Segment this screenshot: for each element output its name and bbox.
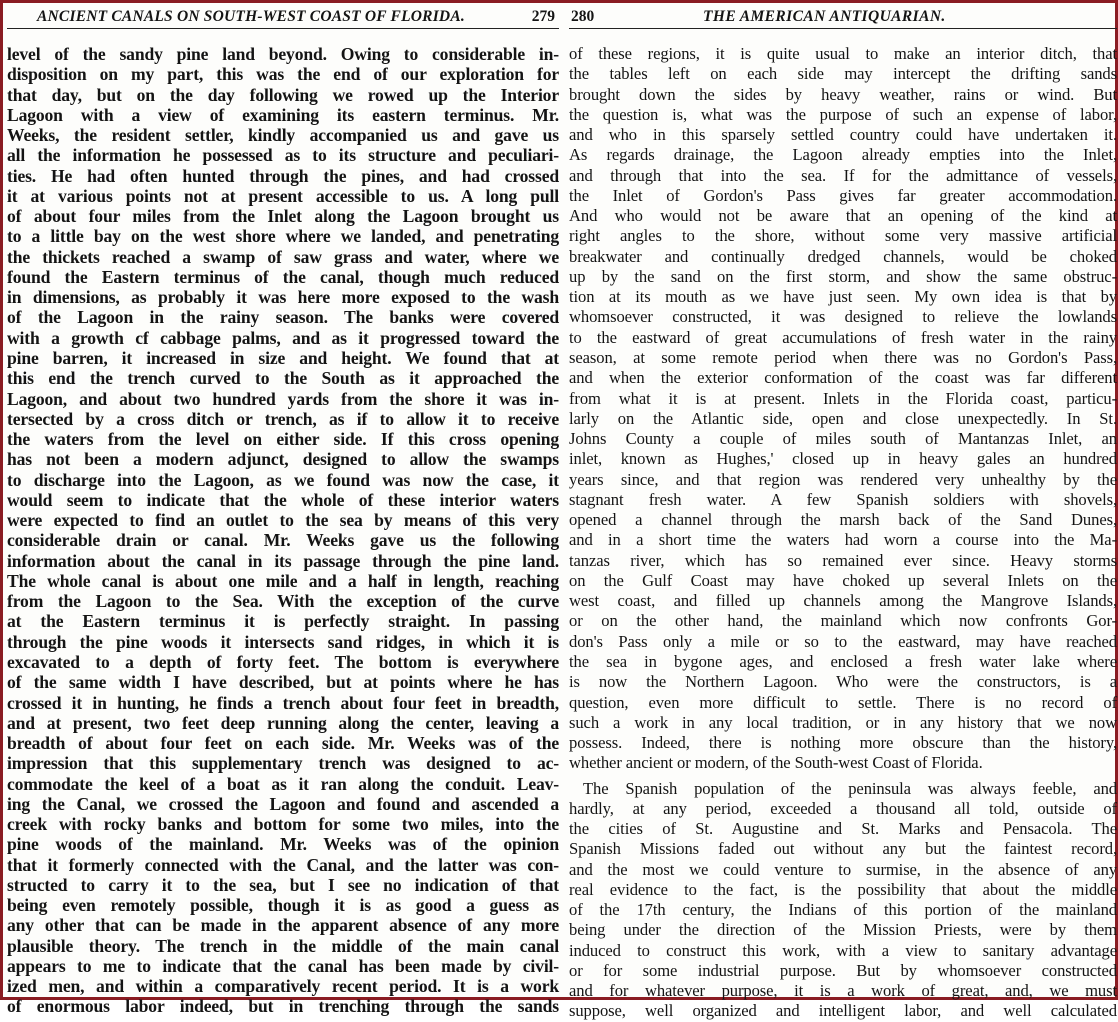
text-line: hardly, at any period, exceeded a thousand all told, outside of	[569, 798, 1117, 818]
right-header-title: THE AMERICAN ANTIQUARIAN.	[703, 8, 946, 25]
text-line: tersected by a cross ditch or trench, as if to allow it to receive	[7, 408, 559, 429]
text-line: and through that into the sea. If for the admittance of vessels,	[569, 165, 1117, 185]
text-line: would seem to indicate that the whole of these interior waters	[7, 489, 559, 510]
text-line: Spanish Missions faded out without any but the faintest record,	[569, 839, 1117, 859]
text-line: and when the exterior conformation of the coast was far different	[569, 368, 1117, 388]
right-paragraph-1	[569, 44, 1117, 774]
text-line: creek with rocky banks and bottom for some two miles, into the	[7, 814, 559, 835]
text-line: up by the sand on the first storm, and show the same obstruc-	[569, 266, 1117, 286]
text-line: don's Pass only a mile or so to the eastward, may have reached	[569, 631, 1117, 651]
text-line: whomsoever constructed, it was designed to relieve the lowlands	[569, 307, 1117, 327]
text-line: structed to carry it to the sea, but I see no indication of that	[7, 874, 559, 895]
text-line: the Inlet of Gordon's Pass gives far greater accommodation.	[569, 185, 1117, 205]
text-line: suppose, well organized and intelligent labor, and well calculated	[569, 1001, 1117, 1021]
text-line: And who would not be aware that an opening of the kind at	[569, 206, 1117, 226]
text-line: breadth of about four feet on each side. Mr. Weeks was of the	[7, 733, 559, 754]
text-line: stagnant fresh water. A few Spanish soldiers with shovels,	[569, 489, 1117, 509]
text-line: has not been a modern adjunct, designed to allow the swamps	[7, 449, 559, 470]
text-line: Lagoon with a view of examining its eastern terminus. Mr.	[7, 104, 559, 125]
text-line: and at present, two feet deep running along the center, leaving a	[7, 712, 559, 733]
text-line: being even remotely possible, though it is as good a guess as	[7, 895, 559, 916]
left-header-title: ANCIENT CANALS ON SOUTH-WEST COAST OF FLORIDA.	[37, 8, 465, 25]
text-line: or on the other hand, the mainland which now confronts Gor-	[569, 611, 1117, 631]
text-line: of about four miles from the Inlet along the Lagoon brought us	[7, 206, 559, 227]
text-line: and the most we could venture to surmise, in the absence of any	[569, 859, 1117, 879]
text-line: or for some industrial purpose. But by whomsoever constructed	[569, 960, 1117, 980]
text-line: induced to construct this work, with a view to sanitary advantage	[569, 940, 1117, 960]
right-body-text	[569, 29, 1117, 1022]
text-line: through the pine woods it intersects sand ridges, in which it is	[7, 631, 559, 652]
text-line: considerable drain or canal. Mr. Weeks gave us the following	[7, 530, 559, 551]
text-line: of enormous labor indeed, but in trenching through the sands	[7, 996, 559, 1017]
text-line: season, at some remote period when there was no Gordon's Pass,	[569, 347, 1117, 367]
text-line: years since, and that region was rendered very unhealthy by the	[569, 469, 1117, 489]
left-running-head	[7, 6, 559, 29]
text-line: level of the sandy pine land beyond. Owing to considerable in-	[7, 44, 559, 64]
text-line: pine barren, it increased in size and height. We found that at	[7, 347, 559, 368]
text-line: question, even more difficult to settle. There is no record of	[569, 692, 1117, 712]
text-line: crossed it in hunting, he finds a trench about four feet in breadth,	[7, 692, 559, 713]
text-line: found the Eastern terminus of the canal, though much reduced	[7, 266, 559, 287]
text-line: the sea in bygone ages, and enclosed a fresh water lake where	[569, 651, 1117, 671]
text-line: excavated to a depth of forty feet. The bottom is everywhere	[7, 651, 559, 672]
text-line: brought down the sides by heavy weather, rains or wind. But	[569, 84, 1117, 104]
text-line: ing the Canal, we crossed the Lagoon and found and ascended a	[7, 793, 559, 814]
text-line: Lagoon, and about two hundred yards from the shore it was in-	[7, 388, 559, 409]
text-line: commodate the keel of a boat as it ran along the conduit. Leav-	[7, 773, 559, 794]
text-line: Weeks, the resident settler, kindly accompanied us and gave us	[7, 125, 559, 146]
text-line: with a growth cf cabbage palms, and as it progressed toward the	[7, 327, 559, 348]
text-line: it at various points not at present accessible to us. A long pull	[7, 185, 559, 206]
text-line: breakwater and continually dredged channels, would be choked	[569, 246, 1117, 266]
text-line: As regards drainage, the Lagoon already empties into the Inlet,	[569, 145, 1117, 165]
text-line: the tables left on each side may intercept the drifting sands	[569, 64, 1117, 84]
text-line: to a little bay on the west shore where we landed, and penetrating	[7, 226, 559, 247]
right-running-head	[569, 6, 1117, 29]
text-line: that day, but on the day following we rowed up the Interior	[7, 84, 559, 105]
text-line: appears to me to indicate that the canal has been made by civil-	[7, 955, 559, 976]
text-line: plausible theory. The trench in the middle of the main canal	[7, 935, 559, 956]
text-line: disposition on my part, this was the end of our exploration for	[7, 64, 559, 85]
text-line: tanzas river, which has so remained ever since. Heavy storms	[569, 550, 1117, 570]
right-paragraph-2	[569, 779, 1117, 1022]
text-line: ties. He had often hunted through the pines, and had crossed	[7, 165, 559, 186]
text-line: of the 17th century, the Indians of this portion of the mainland	[569, 900, 1117, 920]
text-line: of these regions, it is quite usual to make an interior ditch, that	[569, 44, 1117, 63]
text-line: and in a short time the waters had worn a course into the Ma-	[569, 530, 1117, 550]
text-line: right angles to the shore, without some very massive artificial	[569, 226, 1117, 246]
text-line: information about the canal in its passage through the pine land.	[7, 550, 559, 571]
text-line: inlet, known as Hughes,' closed up in heavy gales an hundred	[569, 449, 1117, 469]
text-line: pine woods of the mainland. Mr. Weeks was of the opinion	[7, 834, 559, 855]
text-line: west coast, and filled up channels among the Mangrove Islands,	[569, 591, 1117, 611]
text-line: impression that this supplementary trench was designed to ac-	[7, 753, 559, 774]
text-line: the thickets reached a swamp of saw grass and water, where we	[7, 246, 559, 267]
text-line: any other that can be made in the apparent absence of any more	[7, 915, 559, 936]
right-page-number: 280	[571, 8, 595, 25]
text-line: whether ancient or modern, of the South-west Coast of Florida.	[569, 753, 983, 773]
left-page	[7, 6, 559, 1017]
text-line: of the Lagoon in the rainy season. The banks were covered	[7, 307, 559, 328]
text-line: the waters from the level on either side. If this cross opening	[7, 429, 559, 450]
text-line: and for whatever purpose, it is a work of great, and, we must	[569, 981, 1117, 1001]
text-line: larly on the Atlantic side, open and close unexpectedly. In St.	[569, 408, 1117, 428]
text-line: the question is, what was the purpose of such an expense of labor,	[569, 104, 1117, 124]
text-line: opened a channel through the marsh back of the Sand Dunes,	[569, 510, 1117, 530]
text-line: this end the trench curved to the South as it approached the	[7, 368, 559, 389]
left-body-text	[7, 29, 559, 1017]
text-line: The Spanish population of the peninsula was always feeble, and	[583, 778, 1117, 798]
right-page	[569, 6, 1117, 1021]
text-line: possess. Indeed, there is nothing more obscure than the history,	[569, 733, 1117, 753]
text-line: is now the Northern Lagoon. Who were the constructors, is a	[569, 672, 1117, 692]
text-line: all the information he possessed as to its structure and peculiari-	[7, 145, 559, 166]
text-line: that it formerly connected with the Canal, and the latter was con-	[7, 854, 559, 875]
text-line: real evidence to the fact, is the possibility that about the middle	[569, 879, 1117, 899]
text-line: Johns County a couple of miles south of Mantanzas Inlet, an	[569, 429, 1117, 449]
text-line: to discharge into the Lagoon, as we found was now the case, it	[7, 469, 559, 490]
text-line: were expected to find an outlet to the sea by means of this very	[7, 510, 559, 531]
text-line: of the same width I have described, but at points where he has	[7, 672, 559, 693]
text-line: The whole canal is about one mile and a half in length, reaching	[7, 570, 559, 591]
text-line: and who in this sparsely settled country could have undertaken it.	[569, 125, 1117, 145]
text-line: to the eastward of great accumulations of fresh water in the rainy	[569, 327, 1117, 347]
text-line: ized men, and within a comparatively recent period. It is a work	[7, 976, 559, 997]
text-line: in dimensions, as probably it was here more exposed to the wash	[7, 287, 559, 308]
left-page-number: 279	[531, 8, 555, 25]
text-line: at the Eastern terminus it is perfectly straight. In passing	[7, 611, 559, 632]
text-line: on the Gulf Coast may have choked up several Inlets on the	[569, 570, 1117, 590]
text-line: such a work in any local tradition, or in any history that we now	[569, 712, 1117, 732]
text-line: the cities of St. Augustine and St. Marks and Pensacola. The	[569, 819, 1117, 839]
text-line: from the Lagoon to the Sea. With the exception of the curve	[7, 591, 559, 612]
text-line: tion at its mouth as we have just seen. My own idea is that by	[569, 287, 1117, 307]
text-line: from what it is at present. Inlets in the Florida coast, particu-	[569, 388, 1117, 408]
text-line: being under the direction of the Mission Priests, were by them	[569, 920, 1117, 940]
